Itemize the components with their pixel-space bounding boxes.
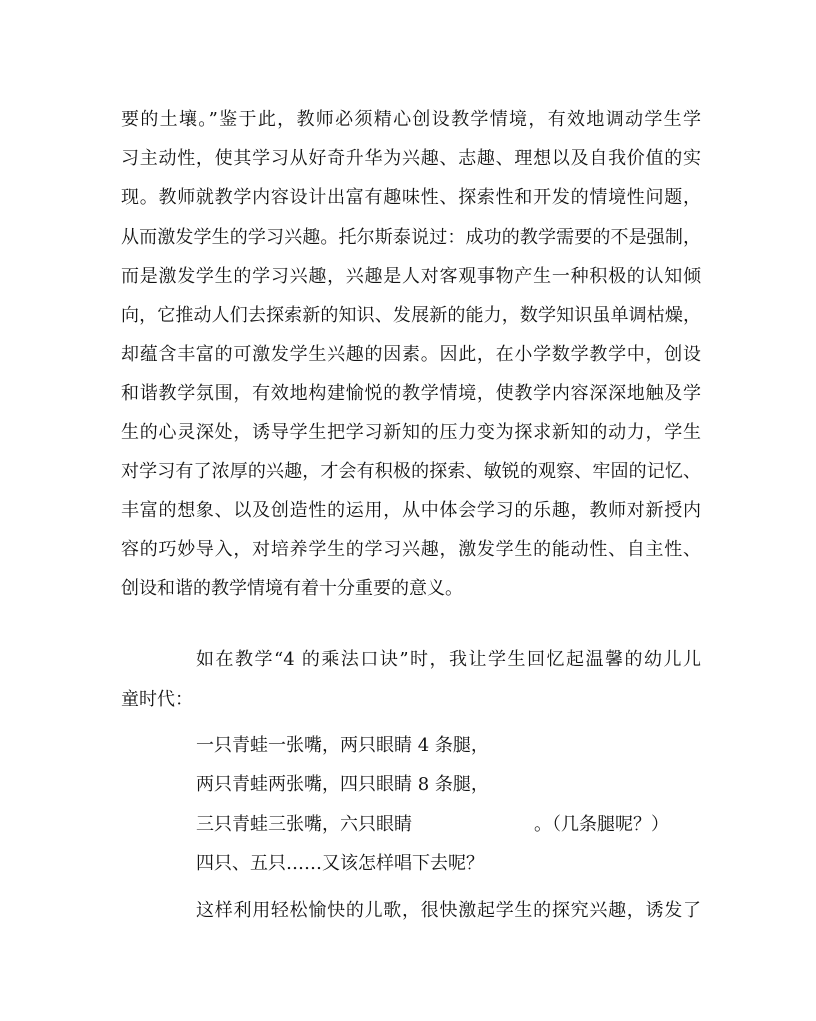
song-line-start: 三只青蛙三张嘴，六只眼睛 [196,814,412,835]
paragraph-line: 创设和谐的教学情境有着十分重要的意义。 [121,578,463,599]
paragraph-line: 而是激发学生的学习兴趣，兴趣是人对客观事物产生一种积极的认知倾 [121,266,701,287]
paragraph-line: 对学习有了浓厚的兴趣，才会有积极的探索、敏锐的观察、牢固的记忆、 [121,461,701,482]
paragraph-line: 容的巧妙导入，对培养学生的学习兴趣，激发学生的能动性、自主性、 [121,539,701,560]
paragraph-line: 童时代： [121,689,193,710]
song-line: 两只青蛙两张嘴，四只眼睛 8 条腿， [196,774,489,795]
paragraph-line: 丰富的想象、以及创造性的运用，从中体会学习的乐趣，教师对新授内 [121,500,701,521]
song-line: 四只、五只……又该怎样唱下去呢？ [196,853,484,874]
paragraph-line: 要的土壤。”鉴于此，教师必须精心创设教学情境，有效地调动学生学 [121,109,701,130]
paragraph-line: 却蕴含丰富的可激发学生兴趣的因素。因此，在小学数学教学中，创设 [121,344,701,365]
paragraph-line: 这样利用轻松愉快的儿歌，很快激起学生的探究兴趣，诱发了 [196,900,701,921]
paragraph-line: 向，它推动人们去探索新的知识、发展新的能力，数学知识虽单调枯燥， [121,305,701,326]
paragraph-line: 生的心灵深处，诱导学生把学习新知的压力变为探求新知的动力，学生 [121,422,701,443]
song-line-with-blank [196,813,669,837]
paragraph-line: 习主动性，使其学习从好奇升华为兴趣、志趣、理想以及自我价值的实 [121,148,701,169]
paragraph-line: 从而激发学生的学习兴趣。托尔斯泰说过：成功的教学需要的不是强制， [121,227,701,248]
paragraph-line: 现。教师就教学内容设计出富有趣味性、探索性和开发的情境性问题， [121,187,701,208]
paragraph-line: 如在教学“4 的乘法口诀”时，我让学生回忆起温馨的幼儿儿 [196,649,701,670]
song-line-end: 。（几条腿呢？） [534,814,669,835]
song-line: 一只青蛙一张嘴，两只眼睛 4 条腿， [196,735,489,756]
paragraph-line: 和谐教学氛围，有效地构建愉悦的教学情境，使教学内容深深地触及学 [121,383,701,404]
